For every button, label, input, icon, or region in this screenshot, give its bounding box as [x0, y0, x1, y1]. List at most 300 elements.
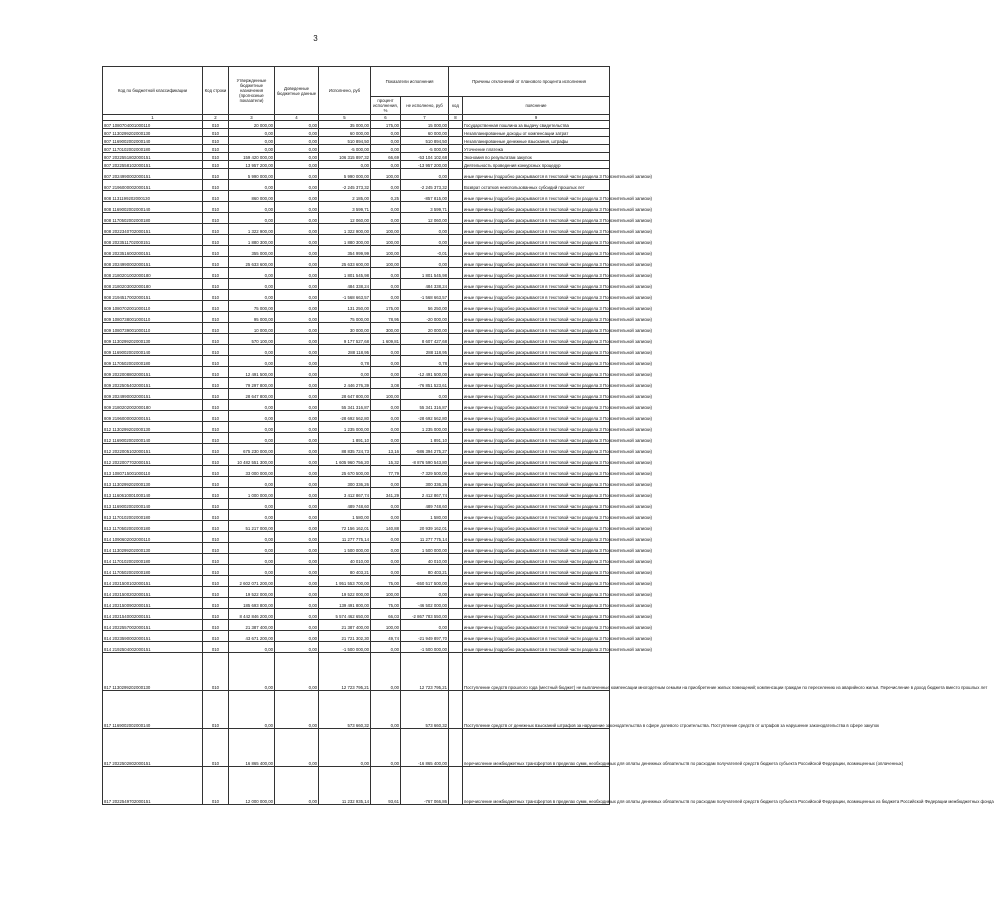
line-code-cell: 010	[203, 433, 229, 444]
approved-cell: 1 322 900,00	[229, 224, 275, 235]
reason-note-cell: Деятельность проведения конкурсных процедур	[463, 161, 610, 169]
reason-code-cell	[449, 532, 463, 543]
executed-cell: -5 000,00	[319, 145, 371, 153]
reason-code-cell	[449, 129, 463, 137]
line-code-cell: 010	[203, 620, 229, 631]
table-row	[103, 642, 610, 653]
approved-cell: 0,00	[229, 268, 275, 279]
brought-cell: 0,00	[275, 235, 319, 246]
percent-cell: 100,00	[371, 169, 401, 180]
executed-cell: 1 580,00	[319, 510, 371, 521]
approved-cell: 1 880 300,00	[229, 235, 275, 246]
reason-code-cell	[449, 554, 463, 565]
not-executed-cell: 56 250,00	[401, 301, 449, 312]
table-row	[103, 488, 610, 499]
budget-code-cell: 817 2022549702000151	[103, 767, 203, 805]
line-code-cell: 010	[203, 587, 229, 598]
brought-cell: 0,00	[275, 191, 319, 202]
brought-cell: 0,00	[275, 521, 319, 532]
reason-code-cell	[449, 323, 463, 334]
approved-cell: 0,00	[229, 345, 275, 356]
brought-cell: 0,00	[275, 444, 319, 455]
approved-cell: 0,00	[229, 137, 275, 145]
reason-code-cell	[449, 400, 463, 411]
line-code-cell: 010	[203, 235, 229, 246]
executed-cell: 510 894,50	[319, 137, 371, 145]
executed-cell: -1 500 000,00	[319, 642, 371, 653]
approved-cell: 0,00	[229, 499, 275, 510]
reason-note-cell: иные причины (подробно раскрываются в текстовой части раздела 3 Пояснительной записки)	[463, 323, 610, 334]
reason-code-cell	[449, 213, 463, 224]
table-row	[103, 235, 610, 246]
approved-cell: 0,00	[229, 477, 275, 488]
approved-cell: 0,00	[229, 554, 275, 565]
executed-cell: 1 322 900,00	[319, 224, 371, 235]
line-code-cell: 010	[203, 543, 229, 554]
reason-note-cell: иные причины (подробно раскрываются в текстовой части раздела 3 Пояснительной записки)	[463, 598, 610, 609]
not-executed-cell: 2 412 867,74	[401, 488, 449, 499]
not-executed-cell: 300 336,26	[401, 477, 449, 488]
not-executed-cell: 40 010,00	[401, 554, 449, 565]
brought-cell: 0,00	[275, 279, 319, 290]
line-code-cell: 010	[203, 312, 229, 323]
line-code-cell: 010	[203, 323, 229, 334]
not-executed-cell: 1 801 545,98	[401, 268, 449, 279]
percent-cell: 140,88	[371, 521, 401, 532]
table-row	[103, 345, 610, 356]
percent-cell: 0,00	[371, 290, 401, 301]
table-row	[103, 767, 610, 805]
table-row	[103, 367, 610, 378]
executed-cell: 0,00	[319, 367, 371, 378]
executed-cell: 3 412 867,74	[319, 488, 371, 499]
executed-cell: 12 723 795,21	[319, 653, 371, 691]
reason-code-cell	[449, 268, 463, 279]
approved-cell: 0,00	[229, 433, 275, 444]
brought-cell: 0,00	[275, 400, 319, 411]
percent-cell: 0,00	[371, 532, 401, 543]
brought-cell: 0,00	[275, 554, 319, 565]
budget-code-cell: 814 2021500102000151	[103, 576, 203, 587]
executed-cell: 131 250,00	[319, 301, 371, 312]
approved-cell: 0,00	[229, 653, 275, 691]
not-executed-cell: 20 000,00	[401, 323, 449, 334]
brought-cell: 0,00	[275, 180, 319, 191]
header-reasons-group: Причины отклонений от планового процента исполнения	[449, 67, 610, 97]
percent-cell: 0,00	[371, 642, 401, 653]
approved-cell: 675 230 000,00	[229, 444, 275, 455]
brought-cell: 0,00	[275, 499, 319, 510]
line-code-cell: 010	[203, 532, 229, 543]
line-code-cell: 010	[203, 422, 229, 433]
approved-cell: 0,00	[229, 565, 275, 576]
executed-cell: 0,78	[319, 356, 371, 367]
budget-code-cell: 814 2022557002000151	[103, 620, 203, 631]
reason-code-cell	[449, 312, 463, 323]
not-executed-cell: -767 066,86	[401, 767, 449, 805]
reason-code-cell	[449, 543, 463, 554]
executed-cell: 0,00	[319, 161, 371, 169]
header-approved: Утвержденные бюджетные назначения (прогнозные показатели)	[229, 67, 275, 115]
approved-cell: 43 671 200,00	[229, 631, 275, 642]
reason-code-cell	[449, 631, 463, 642]
budget-code-cell: 814 1170502002000180	[103, 565, 203, 576]
brought-cell: 0,00	[275, 433, 319, 444]
budget-code-cell: 809 1080738001000110	[103, 312, 203, 323]
reason-code-cell	[449, 433, 463, 444]
budget-code-cell: 809 1080702001000110	[103, 301, 203, 312]
table-row	[103, 543, 610, 554]
budget-code-cell: 808 2022340702000151	[103, 224, 203, 235]
budget-code-cell: 808 2023511702000151	[103, 235, 203, 246]
brought-cell: 0,00	[275, 356, 319, 367]
approved-cell: 10 482 551 300,00	[229, 455, 275, 466]
table-row	[103, 532, 610, 543]
percent-cell: 1 609,81	[371, 334, 401, 345]
approved-cell: 16 865 400,00	[229, 729, 275, 767]
percent-cell: 0,00	[371, 433, 401, 444]
table-row	[103, 301, 610, 312]
budget-code-cell: 813 1130299202000130	[103, 477, 203, 488]
table-row	[103, 422, 610, 433]
not-executed-cell: -46 502 000,00	[401, 598, 449, 609]
reason-code-cell	[449, 510, 463, 521]
reason-note-cell: иные причины (подробно раскрываются в текстовой части раздела 3 Пояснительной записки)	[463, 268, 610, 279]
reason-code-cell	[449, 121, 463, 129]
executed-cell: 5 574 462 650,00	[319, 609, 371, 620]
brought-cell: 0,00	[275, 290, 319, 301]
col-index: 5	[319, 115, 371, 121]
brought-cell: 0,00	[275, 466, 319, 477]
budget-code-cell: 809 2022008802000151	[103, 367, 203, 378]
reason-code-cell	[449, 169, 463, 180]
approved-cell: 0,00	[229, 202, 275, 213]
brought-cell: 0,00	[275, 301, 319, 312]
percent-cell: 0,00	[371, 268, 401, 279]
budget-execution-table	[102, 66, 994, 805]
table-row	[103, 180, 610, 191]
executed-cell: 0,00	[319, 729, 371, 767]
approved-cell: 0,00	[229, 213, 275, 224]
approved-cell: 10 000,00	[229, 323, 275, 334]
executed-cell: 72 156 162,01	[319, 521, 371, 532]
reason-note-cell: Экономия по результатам закупок	[463, 153, 610, 161]
table-row	[103, 268, 610, 279]
not-executed-cell: -21 949 897,70	[401, 631, 449, 642]
executed-cell: 1 605 960 756,20	[319, 455, 371, 466]
percent-cell: 0,00	[371, 477, 401, 488]
executed-cell: 3 599,71	[319, 202, 371, 213]
header-reason-code: код	[449, 97, 463, 115]
not-executed-cell: 0,00	[401, 620, 449, 631]
executed-cell: 489 748,60	[319, 499, 371, 510]
approved-cell: 0,00	[229, 145, 275, 153]
table-row	[103, 169, 610, 180]
executed-cell: 30 000,00	[319, 323, 371, 334]
not-executed-cell: 1 500 000,00	[401, 543, 449, 554]
budget-code-cell: 814 2192504002000151	[103, 642, 203, 653]
brought-cell: 0,00	[275, 767, 319, 805]
executed-cell: 2 446 276,39	[319, 378, 371, 389]
approved-cell: 8 442 846 200,00	[229, 609, 275, 620]
col-index: 7	[401, 115, 449, 121]
budget-code-cell: 814 2021500202000151	[103, 587, 203, 598]
line-code-cell: 010	[203, 488, 229, 499]
not-executed-cell: -586 394 275,27	[401, 444, 449, 455]
table-row	[103, 499, 610, 510]
percent-cell: 0,00	[371, 729, 401, 767]
budget-code-cell: 808 2194517002000151	[103, 290, 203, 301]
reason-note-cell: Поступление средств прошлого года (местный бюджет) не выплаченные компенсации многодетным семьям на приобретение жилых помещений; компенсации граждан по переселению из аварийного жилья. Перечисление в доход бюджета вместо прошлых лет	[463, 653, 610, 691]
budget-code-cell: 813 1080715001000110	[103, 466, 203, 477]
percent-cell: 0,00	[371, 367, 401, 378]
reason-code-cell	[449, 466, 463, 477]
budget-code-cell: 809 2024990002000151	[103, 389, 203, 400]
percent-cell: 100,00	[371, 246, 401, 257]
line-code-cell: 010	[203, 554, 229, 565]
approved-cell: 75 000,00	[229, 301, 275, 312]
executed-cell: 21 387 400,00	[319, 620, 371, 631]
budget-code-cell: 813 1170102002000180	[103, 510, 203, 521]
line-code-cell: 010	[203, 367, 229, 378]
line-code-cell: 010	[203, 191, 229, 202]
brought-cell: 0,00	[275, 411, 319, 422]
approved-cell: 0,00	[229, 290, 275, 301]
executed-cell: 21 721 302,30	[319, 631, 371, 642]
reason-code-cell	[449, 576, 463, 587]
table-row	[103, 312, 610, 323]
not-executed-cell: -857 815,00	[401, 191, 449, 202]
budget-code-cell: 809 1170502002000180	[103, 356, 203, 367]
executed-cell: 300 336,26	[319, 477, 371, 488]
approved-cell: 0,00	[229, 422, 275, 433]
reason-code-cell	[449, 161, 463, 169]
not-executed-cell: 0,00	[401, 224, 449, 235]
executed-cell: 354 999,99	[319, 246, 371, 257]
not-executed-cell: 12 723 795,21	[401, 653, 449, 691]
table-row	[103, 455, 610, 466]
approved-cell: 185 693 800,00	[229, 598, 275, 609]
not-executed-cell: 1 235 000,00	[401, 422, 449, 433]
budget-code-cell: 809 2196000002000151	[103, 411, 203, 422]
reason-code-cell	[449, 301, 463, 312]
reason-note-cell: иные причины (подробно раскрываются в текстовой части раздела 3 Пояснительной записки)	[463, 620, 610, 631]
not-executed-cell: 0,00	[401, 587, 449, 598]
line-code-cell: 010	[203, 169, 229, 180]
reason-code-cell	[449, 444, 463, 455]
table-row	[103, 587, 610, 598]
reason-note-cell: иные причины (подробно раскрываются в текстовой части раздела 3 Пояснительной записки)	[463, 400, 610, 411]
budget-code-cell: 813 1160610001000140	[103, 488, 203, 499]
percent-cell: 49,74	[371, 631, 401, 642]
brought-cell: 0,00	[275, 422, 319, 433]
approved-cell: 13 957 200,00	[229, 161, 275, 169]
approved-cell: 5 990 000,00	[229, 169, 275, 180]
table-row	[103, 378, 610, 389]
reason-note-cell: иные причины (подробно раскрываются в текстовой части раздела 3 Пояснительной записки)	[463, 477, 610, 488]
executed-cell: 2 185,00	[319, 191, 371, 202]
brought-cell: 0,00	[275, 631, 319, 642]
approved-cell: 21 387 400,00	[229, 620, 275, 631]
line-code-cell: 010	[203, 129, 229, 137]
line-code-cell: 010	[203, 268, 229, 279]
percent-cell: 0,00	[371, 180, 401, 191]
not-executed-cell: -20 000,00	[401, 312, 449, 323]
line-code-cell: 010	[203, 137, 229, 145]
table-row	[103, 620, 610, 631]
budget-code-cell: 807 1169002002000140	[103, 137, 203, 145]
percent-cell: 100,00	[371, 587, 401, 598]
table-row	[103, 246, 610, 257]
line-code-cell: 010	[203, 653, 229, 691]
executed-cell: 75 000,00	[319, 312, 371, 323]
reason-note-cell: иные причины (подробно раскрываются в текстовой части раздела 3 Пояснительной записки)	[463, 576, 610, 587]
percent-cell: 0,00	[371, 356, 401, 367]
reason-code-cell	[449, 180, 463, 191]
not-executed-cell: -1 500 000,00	[401, 642, 449, 653]
reason-note-cell: иные причины (подробно раскрываются в текстовой части раздела 3 Пояснительной записки)	[463, 433, 610, 444]
reason-note-cell: Уточнение платежа	[463, 145, 610, 153]
not-executed-cell: 80 403,21	[401, 565, 449, 576]
table-row	[103, 400, 610, 411]
not-executed-cell: -12 491 500,00	[401, 367, 449, 378]
table-row	[103, 356, 610, 367]
not-executed-cell: -13 957 200,00	[401, 161, 449, 169]
budget-code-cell: 807 1080704001000110	[103, 121, 203, 129]
budget-code-cell: 814 2021540002000151	[103, 609, 203, 620]
reason-note-cell: иные причины (подробно раскрываются в текстовой части раздела 3 Пояснительной записки)	[463, 224, 610, 235]
budget-code-cell: 809 2022505402000151	[103, 378, 203, 389]
percent-cell: 0,00	[371, 137, 401, 145]
approved-cell: 0,00	[229, 279, 275, 290]
not-executed-cell: -1 568 663,57	[401, 290, 449, 301]
approved-cell: 0,00	[229, 642, 275, 653]
reason-note-cell: иные причины (подробно раскрываются в текстовой части раздела 3 Пояснительной записки)	[463, 510, 610, 521]
reason-code-cell	[449, 653, 463, 691]
col-index: 3	[229, 115, 275, 121]
budget-code-cell: 814 1130299202000130	[103, 543, 203, 554]
reason-code-cell	[449, 279, 463, 290]
percent-cell: 100,00	[371, 620, 401, 631]
reason-note-cell: иные причины (подробно раскрываются в текстовой части раздела 3 Пояснительной записки)	[463, 609, 610, 620]
reason-code-cell	[449, 137, 463, 145]
header-brought: Доведенные бюджетные данные	[275, 67, 319, 115]
line-code-cell: 010	[203, 202, 229, 213]
table-row	[103, 202, 610, 213]
executed-cell: -1 568 663,57	[319, 290, 371, 301]
line-code-cell: 010	[203, 576, 229, 587]
table-row	[103, 477, 610, 488]
table-row	[103, 257, 610, 268]
budget-code-cell: 807 1130299202000130	[103, 129, 203, 137]
line-code-cell: 010	[203, 301, 229, 312]
approved-cell: 51 217 000,00	[229, 521, 275, 532]
table-row	[103, 631, 610, 642]
table-row	[103, 433, 610, 444]
percent-cell: 13,16	[371, 444, 401, 455]
executed-cell: 80 403,21	[319, 565, 371, 576]
table-row	[103, 411, 610, 422]
table-row	[103, 161, 610, 169]
brought-cell: 0,00	[275, 576, 319, 587]
brought-cell: 0,00	[275, 161, 319, 169]
budget-code-cell: 812 1169002002000140	[103, 433, 203, 444]
executed-cell: 139 491 800,00	[319, 598, 371, 609]
budget-code-cell: 807 2196000002000151	[103, 180, 203, 191]
executed-cell: 9 177 527,68	[319, 334, 371, 345]
percent-cell: 75,00	[371, 598, 401, 609]
executed-cell: 28 647 800,00	[319, 389, 371, 400]
table-row	[103, 691, 610, 729]
line-code-cell: 010	[203, 565, 229, 576]
line-code-cell: 010	[203, 729, 229, 767]
percent-cell: 0,00	[371, 279, 401, 290]
reason-note-cell: иные причины (подробно раскрываются в текстовой части раздела 3 Пояснительной записки)	[463, 312, 610, 323]
reason-note-cell: перечисление межбюджетных трансфертов в пределах сумм, необходимых для оплаты денежных обязательств по расходам получателей средств бюджета субъекта Российской Федерации, возмещенных (оплаченных)	[463, 729, 610, 767]
budget-code-cell: 813 1169002002000140	[103, 499, 203, 510]
table-row	[103, 153, 610, 161]
reason-note-cell: иные причины (подробно раскрываются в текстовой части раздела 3 Пояснительной записки)	[463, 554, 610, 565]
approved-cell: 0,00	[229, 356, 275, 367]
percent-cell: 0,00	[371, 554, 401, 565]
executed-cell: 35 000,00	[319, 121, 371, 129]
percent-cell: 0,25	[371, 191, 401, 202]
reason-note-cell: иные причины (подробно раскрываются в текстовой части раздела 3 Пояснительной записки)	[463, 279, 610, 290]
percent-cell: 0,00	[371, 345, 401, 356]
table-row	[103, 598, 610, 609]
percent-cell: 100,00	[371, 389, 401, 400]
reason-note-cell: иные причины (подробно раскрываются в текстовой части раздела 3 Пояснительной записки)	[463, 301, 610, 312]
reason-note-cell: иные причины (подробно раскрываются в текстовой части раздела 3 Пояснительной записки)	[463, 257, 610, 268]
approved-cell: 355 000,00	[229, 246, 275, 257]
percent-cell: 0,00	[371, 411, 401, 422]
line-code-cell: 010	[203, 691, 229, 729]
not-executed-cell: 510 894,50	[401, 137, 449, 145]
table-row	[103, 576, 610, 587]
reason-note-cell: иные причины (подробно раскрываются в текстовой части раздела 3 Пояснительной записки)	[463, 213, 610, 224]
reason-note-cell: иные причины (подробно раскрываются в текстовой части раздела 3 Пояснительной записки)	[463, 345, 610, 356]
header-not-executed: не исполнено, руб	[401, 97, 449, 115]
line-code-cell: 010	[203, 400, 229, 411]
reason-note-cell: иные причины (подробно раскрываются в текстовой части раздела 3 Пояснительной записки)	[463, 532, 610, 543]
line-code-cell: 010	[203, 642, 229, 653]
line-code-cell: 010	[203, 121, 229, 129]
table-row	[103, 444, 610, 455]
reason-note-cell: иные причины (подробно раскрываются в текстовой части раздела 3 Пояснительной записки)	[463, 499, 610, 510]
budget-code-cell: 808 2024990002000151	[103, 257, 203, 268]
budget-code-cell: 809 2180202002000180	[103, 400, 203, 411]
not-executed-cell: 0,00	[401, 235, 449, 246]
line-code-cell: 010	[203, 609, 229, 620]
not-executed-cell: -0,01	[401, 246, 449, 257]
table-row	[103, 323, 610, 334]
approved-cell: 0,00	[229, 510, 275, 521]
budget-code-cell: 808 2023516002000151	[103, 246, 203, 257]
reason-note-cell: иные причины (подробно раскрываются в текстовой части раздела 3 Пояснительной записки)	[463, 389, 610, 400]
reason-code-cell	[449, 257, 463, 268]
line-code-cell: 010	[203, 153, 229, 161]
not-executed-cell: 0,00	[401, 389, 449, 400]
executed-cell: 1 951 553 700,00	[319, 576, 371, 587]
reason-code-cell	[449, 235, 463, 246]
table-row	[103, 565, 610, 576]
brought-cell: 0,00	[275, 565, 319, 576]
brought-cell: 0,00	[275, 268, 319, 279]
reason-code-cell	[449, 290, 463, 301]
line-code-cell: 010	[203, 161, 229, 169]
not-executed-cell: 8 607 427,68	[401, 334, 449, 345]
line-code-cell: 010	[203, 455, 229, 466]
